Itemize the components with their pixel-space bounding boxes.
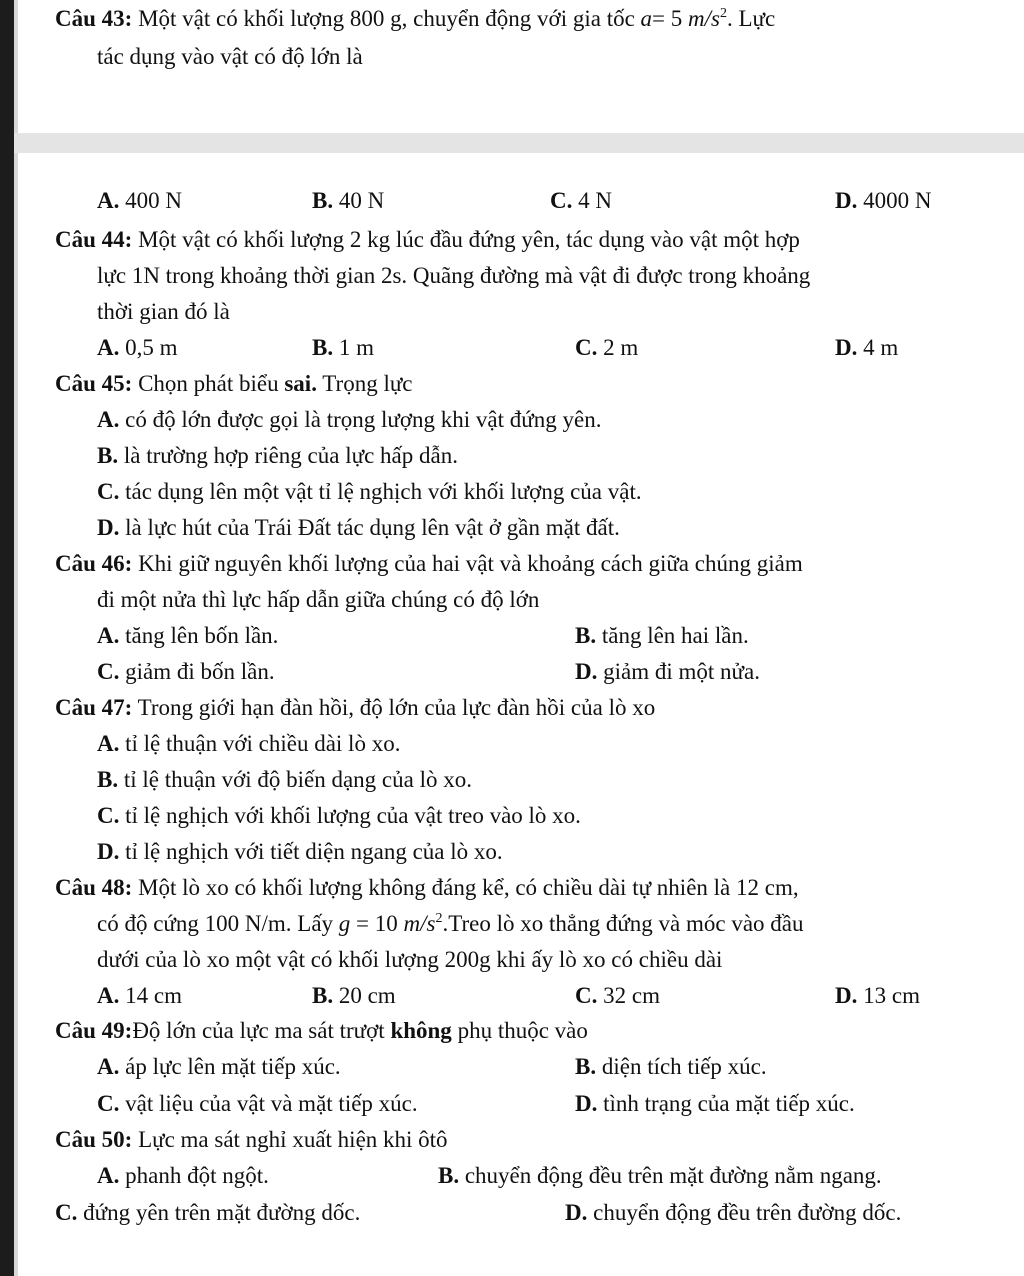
page-left-edge bbox=[0, 0, 14, 1276]
q48-stem-line1 bbox=[55, 873, 799, 903]
q43-stem-line1 bbox=[55, 4, 775, 34]
option-key: A. bbox=[97, 1163, 120, 1188]
option-text: tăng lên hai lần. bbox=[596, 623, 749, 648]
option-key: A. bbox=[97, 983, 120, 1008]
q48-stem-text2: có độ cứng 100 N/m. Lấy bbox=[97, 911, 339, 936]
q47-option-a[interactable] bbox=[97, 729, 400, 759]
q44-option-b[interactable] bbox=[312, 333, 374, 363]
q46-label: Câu 46: bbox=[55, 551, 133, 576]
q43-option-b[interactable] bbox=[312, 186, 384, 216]
q43-math-exp: 2 bbox=[719, 6, 727, 21]
option-key: A. bbox=[97, 623, 120, 648]
option-text: vật liệu của vật và mặt tiếp xúc. bbox=[119, 1091, 418, 1116]
q43-stem-line2: tác dụng vào vật có độ lớn là bbox=[97, 44, 363, 69]
option-key: C. bbox=[97, 803, 120, 828]
option-key: C. bbox=[97, 479, 120, 504]
q44-label: Câu 44: bbox=[55, 227, 133, 252]
q49-stem-bold: không bbox=[390, 1018, 452, 1043]
q48-stem-line3: dưới của lò xo một vật có khối lượng 200g khi ấy lò xo có chiều dài bbox=[97, 947, 723, 972]
option-text: đứng yên trên mặt đường dốc. bbox=[77, 1200, 361, 1225]
option-text: 4 m bbox=[857, 335, 899, 360]
q45-option-d[interactable] bbox=[97, 513, 620, 543]
option-key: D. bbox=[97, 839, 120, 864]
q50-option-c[interactable] bbox=[55, 1198, 360, 1228]
q49-option-c[interactable] bbox=[97, 1089, 418, 1119]
option-text: 4 N bbox=[572, 188, 612, 213]
q43-label: Câu 43: bbox=[55, 6, 133, 31]
option-key: D. bbox=[835, 983, 858, 1008]
q43-math-unit: m/s bbox=[688, 6, 720, 31]
q50-stem-line1 bbox=[55, 1125, 448, 1155]
q46-option-a[interactable] bbox=[97, 621, 278, 651]
q48-math-var: g bbox=[338, 911, 351, 936]
option-text: 4000 N bbox=[857, 188, 932, 213]
option-key: B. bbox=[575, 1054, 597, 1079]
option-text: 32 cm bbox=[597, 983, 660, 1008]
q44-stem-line2: lực 1N trong khoảng thời gian 2s. Quãng đường mà vật đi được trong khoảng bbox=[97, 263, 811, 288]
option-text: là lực hút của Trái Đất tác dụng lên vật ở gần mặt đất. bbox=[119, 515, 620, 540]
q43-stem-text: Một vật có khối lượng 800 g, chuyển động với gia tốc bbox=[132, 6, 641, 31]
option-text: 2 m bbox=[597, 335, 639, 360]
option-key: B. bbox=[97, 767, 119, 792]
option-text: 13 cm bbox=[857, 983, 920, 1008]
option-text: 400 N bbox=[119, 188, 182, 213]
q47-option-c[interactable] bbox=[97, 801, 581, 831]
option-key: B. bbox=[575, 623, 597, 648]
q48-math-unit: m/s bbox=[403, 911, 436, 936]
q45-stem-end: Trọng lực bbox=[316, 371, 413, 396]
q48-math-eq: = 10 bbox=[350, 911, 404, 936]
option-text: 14 cm bbox=[119, 983, 182, 1008]
q49-stem-text: Độ lớn của lực ma sát trượt bbox=[132, 1018, 391, 1043]
option-text: có độ lớn được gọi là trọng lượng khi vật đứng yên. bbox=[119, 407, 602, 432]
q45-option-a[interactable] bbox=[97, 405, 601, 435]
option-key: B. bbox=[312, 335, 334, 360]
q46-stem-line1 bbox=[55, 549, 803, 579]
q45-option-b[interactable] bbox=[97, 441, 458, 471]
option-key: B. bbox=[97, 443, 119, 468]
option-text: là trường hợp riêng của lực hấp dẫn. bbox=[118, 443, 458, 468]
q48-option-a[interactable] bbox=[97, 981, 182, 1011]
q50-option-b[interactable] bbox=[438, 1161, 882, 1191]
option-key: A. bbox=[97, 188, 120, 213]
q43-option-a[interactable] bbox=[97, 186, 182, 216]
q46-stem-text: Khi giữ nguyên khối lượng của hai vật và khoảng cách giữa chúng giảm bbox=[132, 551, 803, 576]
option-key: D. bbox=[835, 335, 858, 360]
q48-label: Câu 48: bbox=[55, 875, 133, 900]
option-key: C. bbox=[575, 983, 598, 1008]
q49-option-d[interactable] bbox=[575, 1089, 855, 1119]
q44-stem-line3: thời gian đó là bbox=[97, 299, 230, 324]
q43-option-c[interactable] bbox=[550, 186, 612, 216]
q43-stem-end: . Lực bbox=[726, 6, 776, 31]
page-left-edge-shadow bbox=[14, 0, 18, 1276]
option-text: tỉ lệ thuận với độ biến dạng của lò xo. bbox=[118, 767, 472, 792]
q46-option-c[interactable] bbox=[97, 657, 275, 687]
q49-option-a[interactable] bbox=[97, 1052, 341, 1082]
option-key: B. bbox=[312, 983, 334, 1008]
q49-label: Câu 49: bbox=[55, 1018, 133, 1043]
option-key: C. bbox=[575, 335, 598, 360]
option-text: giảm đi một nửa. bbox=[597, 659, 760, 684]
q43-option-d[interactable] bbox=[835, 186, 932, 216]
q50-stem-text: Lực ma sát nghỉ xuất hiện khi ôtô bbox=[132, 1127, 448, 1152]
q44-stem-line1 bbox=[55, 225, 800, 255]
q44-stem-text: Một vật có khối lượng 2 kg lúc đầu đứng yên, tác dụng vào vật một hợp bbox=[132, 227, 800, 252]
q45-stem-line1 bbox=[55, 369, 413, 399]
q48-option-d[interactable] bbox=[835, 981, 920, 1011]
option-key: D. bbox=[97, 515, 120, 540]
option-text: chuyển động đều trên mặt đường nằm ngang. bbox=[459, 1163, 882, 1188]
option-text: 40 N bbox=[333, 188, 385, 213]
q49-option-b[interactable] bbox=[575, 1052, 767, 1082]
q47-option-d[interactable] bbox=[97, 837, 503, 867]
option-key: D. bbox=[565, 1200, 588, 1225]
q49-stem-end: phụ thuộc vào bbox=[451, 1018, 588, 1043]
page-break-separator bbox=[14, 133, 1024, 153]
option-text: tình trạng của mặt tiếp xúc. bbox=[597, 1091, 855, 1116]
q45-option-c[interactable] bbox=[97, 477, 642, 507]
option-key: B. bbox=[438, 1163, 460, 1188]
option-text: phanh đột ngột. bbox=[119, 1163, 269, 1188]
q43-math-var: a bbox=[640, 6, 653, 31]
q49-stem-line1 bbox=[55, 1016, 588, 1046]
option-key: A. bbox=[97, 731, 120, 756]
option-key: D. bbox=[575, 1091, 598, 1116]
option-key: D. bbox=[575, 659, 598, 684]
option-text: 20 cm bbox=[333, 983, 396, 1008]
q50-option-d[interactable] bbox=[565, 1198, 901, 1228]
option-key: A. bbox=[97, 1054, 120, 1079]
q45-stem-bold: sai. bbox=[284, 371, 317, 396]
option-text: chuyển động đều trên đường dốc. bbox=[587, 1200, 902, 1225]
option-text: tỉ lệ thuận với chiều dài lò xo. bbox=[119, 731, 401, 756]
option-text: áp lực lên mặt tiếp xúc. bbox=[119, 1054, 341, 1079]
option-text: tỉ lệ nghịch với tiết diện ngang của lò xo. bbox=[119, 839, 503, 864]
q47-label: Câu 47: bbox=[55, 695, 133, 720]
q44-option-c[interactable] bbox=[575, 333, 638, 363]
option-key: C. bbox=[97, 659, 120, 684]
q43-math-eq: = 5 bbox=[652, 6, 689, 31]
option-text: tăng lên bốn lần. bbox=[119, 623, 279, 648]
option-key: C. bbox=[550, 188, 573, 213]
q47-stem-line1 bbox=[55, 693, 655, 723]
option-key: B. bbox=[312, 188, 334, 213]
option-text: 1 m bbox=[333, 335, 374, 360]
option-key: A. bbox=[97, 407, 120, 432]
q48-stem-line2 bbox=[97, 909, 804, 939]
option-key: D. bbox=[835, 188, 858, 213]
option-text: tác dụng lên một vật tỉ lệ nghịch với khối lượng của vật. bbox=[119, 479, 642, 504]
q46-stem-line2: đi một nửa thì lực hấp dẫn giữa chúng có độ lớn bbox=[97, 587, 540, 612]
q48-stem-text: Một lò xo có khối lượng không đáng kể, có chiều dài tự nhiên là 12 cm, bbox=[132, 875, 799, 900]
q50-option-a[interactable] bbox=[97, 1161, 269, 1191]
q48-math-exp: 2 bbox=[435, 911, 443, 926]
option-key: C. bbox=[97, 1091, 120, 1116]
q44-option-a[interactable] bbox=[97, 333, 178, 363]
q46-option-b[interactable] bbox=[575, 621, 749, 651]
option-text: diện tích tiếp xúc. bbox=[596, 1054, 767, 1079]
q46-option-d[interactable] bbox=[575, 657, 760, 687]
q45-label: Câu 45: bbox=[55, 371, 133, 396]
option-key: A. bbox=[97, 335, 120, 360]
q47-option-b[interactable] bbox=[97, 765, 472, 795]
q44-option-d[interactable] bbox=[835, 333, 898, 363]
q47-stem-text: Trong giới hạn đàn hồi, độ lớn của lực đàn hồi của lò xo bbox=[132, 695, 656, 720]
option-text: tỉ lệ nghịch với khối lượng của vật treo vào lò xo. bbox=[119, 803, 581, 828]
q50-label: Câu 50: bbox=[55, 1127, 133, 1152]
q48-option-b[interactable] bbox=[312, 981, 396, 1011]
q48-option-c[interactable] bbox=[575, 981, 660, 1011]
option-text: giảm đi bốn lần. bbox=[119, 659, 275, 684]
option-text: 0,5 m bbox=[119, 335, 178, 360]
q48-stem-end: .Treo lò xo thẳng đứng và móc vào đầu bbox=[442, 911, 804, 936]
option-key: C. bbox=[55, 1200, 78, 1225]
q45-stem-text: Chọn phát biểu bbox=[132, 371, 285, 396]
